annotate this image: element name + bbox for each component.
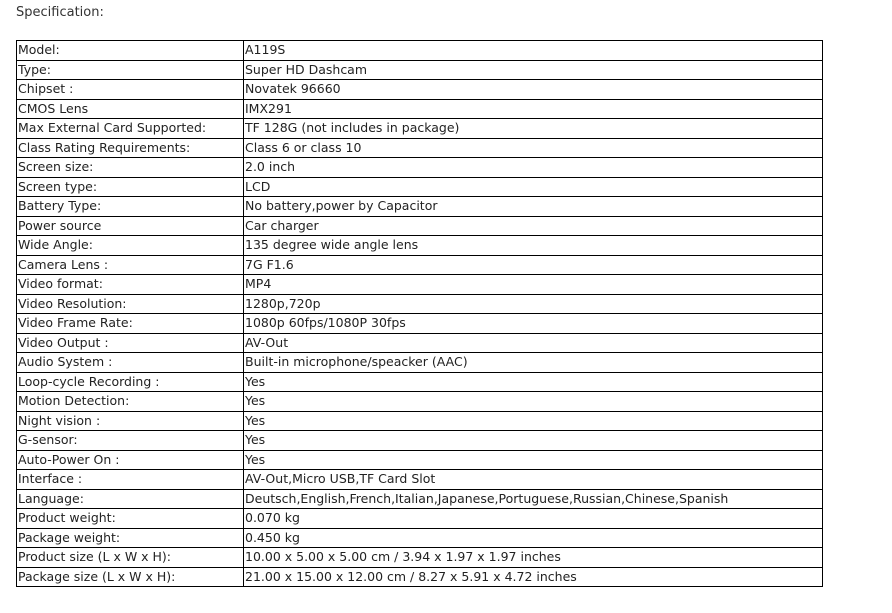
- spec-label: Language:: [17, 489, 244, 509]
- spec-value: 10.00 x 5.00 x 5.00 cm / 3.94 x 1.97 x 1.97 inches: [244, 548, 823, 568]
- spec-value: 0.450 kg: [244, 528, 823, 548]
- spec-label: Video format:: [17, 275, 244, 295]
- spec-value: TF 128G (not includes in package): [244, 119, 823, 139]
- spec-row: [17, 392, 823, 412]
- spec-row: [17, 372, 823, 392]
- specification-table: [16, 40, 823, 587]
- spec-label: Package weight:: [17, 528, 244, 548]
- spec-value: 21.00 x 15.00 x 12.00 cm / 8.27 x 5.91 x 4.72 inches: [244, 567, 823, 587]
- spec-row: [17, 99, 823, 119]
- spec-value: MP4: [244, 275, 823, 295]
- spec-row: [17, 119, 823, 139]
- spec-label: Battery Type:: [17, 197, 244, 217]
- spec-row: [17, 431, 823, 451]
- spec-label: Video Output :: [17, 333, 244, 353]
- spec-row: [17, 41, 823, 61]
- spec-value: Super HD Dashcam: [244, 60, 823, 80]
- spec-row: [17, 294, 823, 314]
- spec-value: Yes: [244, 431, 823, 451]
- spec-label: Wide Angle:: [17, 236, 244, 256]
- spec-label: Power source: [17, 216, 244, 236]
- spec-label: Loop-cycle Recording :: [17, 372, 244, 392]
- spec-row: [17, 236, 823, 256]
- spec-label: Screen type:: [17, 177, 244, 197]
- spec-value: Yes: [244, 450, 823, 470]
- spec-label: Package size (L x W x H):: [17, 567, 244, 587]
- spec-row: [17, 509, 823, 529]
- spec-label: Product size (L x W x H):: [17, 548, 244, 568]
- spec-row: [17, 528, 823, 548]
- spec-label: G-sensor:: [17, 431, 244, 451]
- spec-value: Deutsch,English,French,Italian,Japanese,Portuguese,Russian,Chinese,Spanish: [244, 489, 823, 509]
- spec-value: 135 degree wide angle lens: [244, 236, 823, 256]
- spec-value: Novatek 96660: [244, 80, 823, 100]
- spec-value: 2.0 inch: [244, 158, 823, 178]
- spec-label: Chipset :: [17, 80, 244, 100]
- spec-row: [17, 138, 823, 158]
- spec-label: Camera Lens :: [17, 255, 244, 275]
- spec-value: Yes: [244, 372, 823, 392]
- spec-value: 1080p 60fps/1080P 30fps: [244, 314, 823, 334]
- spec-label: Audio System :: [17, 353, 244, 373]
- spec-row: [17, 411, 823, 431]
- spec-row: [17, 60, 823, 80]
- spec-label: Model:: [17, 41, 244, 61]
- spec-value: IMX291: [244, 99, 823, 119]
- spec-value: No battery,power by Capacitor: [244, 197, 823, 217]
- spec-label: Interface :: [17, 470, 244, 490]
- spec-value: Class 6 or class 10: [244, 138, 823, 158]
- spec-row: [17, 314, 823, 334]
- spec-value: Built-in microphone/speacker (AAC): [244, 353, 823, 373]
- specification-table-body: [17, 41, 823, 587]
- spec-row: [17, 216, 823, 236]
- spec-label: Motion Detection:: [17, 392, 244, 412]
- spec-label: Screen size:: [17, 158, 244, 178]
- spec-row: [17, 255, 823, 275]
- spec-value: Car charger: [244, 216, 823, 236]
- spec-value: 7G F1.6: [244, 255, 823, 275]
- spec-row: [17, 353, 823, 373]
- spec-label: Max External Card Supported:: [17, 119, 244, 139]
- spec-label: CMOS Lens: [17, 99, 244, 119]
- spec-value: A119S: [244, 41, 823, 61]
- spec-value: Yes: [244, 411, 823, 431]
- spec-value: LCD: [244, 177, 823, 197]
- spec-row: [17, 197, 823, 217]
- spec-label: Auto-Power On :: [17, 450, 244, 470]
- spec-label: Video Frame Rate:: [17, 314, 244, 334]
- spec-row: [17, 489, 823, 509]
- spec-row: [17, 450, 823, 470]
- spec-row: [17, 275, 823, 295]
- spec-value: Yes: [244, 392, 823, 412]
- spec-label: Class Rating Requirements:: [17, 138, 244, 158]
- spec-row: [17, 158, 823, 178]
- spec-row: [17, 567, 823, 587]
- spec-value: 0.070 kg: [244, 509, 823, 529]
- spec-heading: Specification:: [16, 5, 104, 20]
- spec-value: AV-Out: [244, 333, 823, 353]
- spec-value: 1280p,720p: [244, 294, 823, 314]
- spec-row: [17, 470, 823, 490]
- spec-label: Type:: [17, 60, 244, 80]
- spec-row: [17, 333, 823, 353]
- spec-row: [17, 80, 823, 100]
- spec-label: Night vision :: [17, 411, 244, 431]
- spec-row: [17, 548, 823, 568]
- spec-label: Product weight:: [17, 509, 244, 529]
- spec-value: AV-Out,Micro USB,TF Card Slot: [244, 470, 823, 490]
- spec-label: Video Resolution:: [17, 294, 244, 314]
- spec-row: [17, 177, 823, 197]
